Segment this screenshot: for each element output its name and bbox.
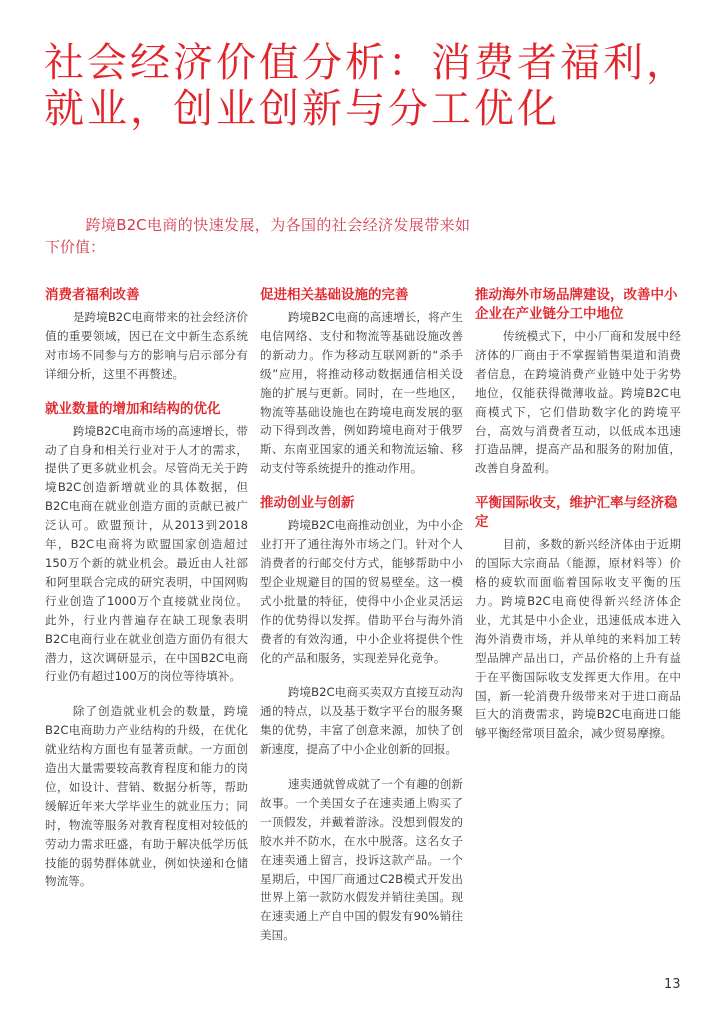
section-heading: 推动海外市场品牌建设，改善中小企业在产业链分工中地位: [475, 287, 678, 322]
paragraph: 跨境B2C电商的高速增长，将产生电信网络、支付和物流等基础设施改善的新动力。作为移动互联网新的“杀手级”应用，将推动移动数据通信相关设施的扩展与更新。同时，在一些地区，物流等基础设施也在跨境电商发展的驱动下得到改善，例如跨境电商对于俄罗斯、东南亚国家的通关和物流运输、移动支付等系统提升的推动作用。: [260, 310, 463, 476]
section-heading: 促进相关基础设施的完善: [260, 287, 409, 303]
column-2: [260, 286, 463, 961]
paragraph: 跨境B2C电商市场的高速增长，带动了自身和相关行业对于人才的需求，提供了更多就业机会。尽管尚无关于跨境B2C创造新增就业的具体数据，但B2C电商在就业创造方面的贡献已被广泛认可。欧盟预计，从2013到2018年，B2C电商将为欧盟国家创造超过150万个新的就业机会。最近由人社部和阿里联合完成的研究表明，中国网购行业创造了1000万个直接就业岗位。此外，行业内普遍存在缺工现象表明B2C电商行业在就业创造方面仍有很大潜力，这次调研显示，在中国B2C电商行业仍有超过100万的岗位等待填补。: [45, 423, 248, 684]
page-title: 社会经济价值分析：消费者福利，就业，创业创新与分工优化: [44, 40, 689, 132]
page-number: 13: [664, 977, 681, 992]
section-brand-building: [475, 286, 681, 478]
section-infrastructure: [260, 286, 463, 478]
paragraph: 除了创造就业机会的数量，跨境B2C电商助力产业结构的升级，在优化就业结构方面也有显著贡献。一方面创造出大量需要较高教育程度和能力的岗位，如设计、营销、数据分析等，帮助缓解近年来大学毕业生的就业压力；同时，物流等服务对教育程度相对较低的劳动力需求旺盛，有助于解决低学历低技能的弱势群体就业，例如快递和仓储物流等。: [45, 704, 248, 889]
section-heading: 平衡国际收支，维护汇率与经济稳定: [475, 495, 678, 531]
section-balance-of-payments: [475, 494, 681, 743]
paragraph: 目前，多数的新兴经济体由于近期的国际大宗商品（能源，原材料等）价格的疲软而面临着国际收支平衡的压力。跨境B2C电商使得新兴经济体企业，尤其是中小企业，迅速低成本进入海外消费市场，并从单纯的来料加工转型品牌产品出口，产品价格的上升有益于在平衡国际收支发挥更大作用。在中国，新一轮消费升级带来对于进口商品巨大的消费需求，跨境B2C电商进口能够平衡经常项目盈余，减少贸易摩擦。: [475, 537, 681, 741]
section-entrepreneurship: [260, 494, 463, 945]
section-heading: 消费者福利改善: [45, 287, 140, 303]
paragraph: 跨境B2C电商推动创业，为中小企业打开了通往海外市场之门。针对个人消费者的行邮交付方式，能够帮助中小型企业规避目的国的贸易壁垒。这一模式小批量的特征，使得中小企业灵活运作的优势得以发挥。借助平台与海外消费者的有效沟通，中小企业将提供个性化的产品和服务，实现差异化竞争。: [260, 518, 463, 665]
section-employment: [45, 400, 248, 892]
section-heading: 就业数量的增加和结构的优化: [45, 400, 221, 417]
column-1: [45, 286, 248, 907]
section-heading: 推动创业与创新: [260, 495, 355, 512]
paragraph: 跨境B2C电商买卖双方直接互动沟通的特点，以及基于数字平台的服务聚集的优势，丰富了创意来源，加快了创新速度，提高了中小企业创新的回报。: [260, 685, 463, 757]
paragraph: 速卖通就曾成就了一个有趣的创新故事。一个美国女子在速卖通上购买了一顶假发，并戴着游泳。没想到假发的胶水并不防水，在水中脱落。这名女子在速卖通上留言，投诉这款产品。一个星期后，中国厂商通过C2B模式开发出世界上第一款防水假发并销往美国。现在速卖通上产自中国的假发有90%销往美国。: [260, 777, 463, 943]
intro-text: 跨境B2C电商的快速发展，为各国的社会经济发展带来如下价值：: [45, 216, 470, 256]
column-3: [475, 286, 681, 759]
paragraph: 是跨境B2C电商带来的社会经济价值的重要领域，因已在文中新生态系统对市场不同参与方的影响与启示部分有详细分析，这里不再赘述。: [45, 310, 248, 381]
paragraph: 传统模式下，中小厂商和发展中经济体的厂商由于不掌握销售渠道和消费者信息，在跨境消费产业链中处于劣势地位，仅能获得微薄收益。跨境B2C电商模式下，它们借助数字化的跨境平台，高效与消费者互动，以低成本迅速打造品牌，提高产品和服务的附加值，改善自身盈利。: [475, 329, 681, 476]
section-consumer-welfare: [45, 286, 248, 384]
